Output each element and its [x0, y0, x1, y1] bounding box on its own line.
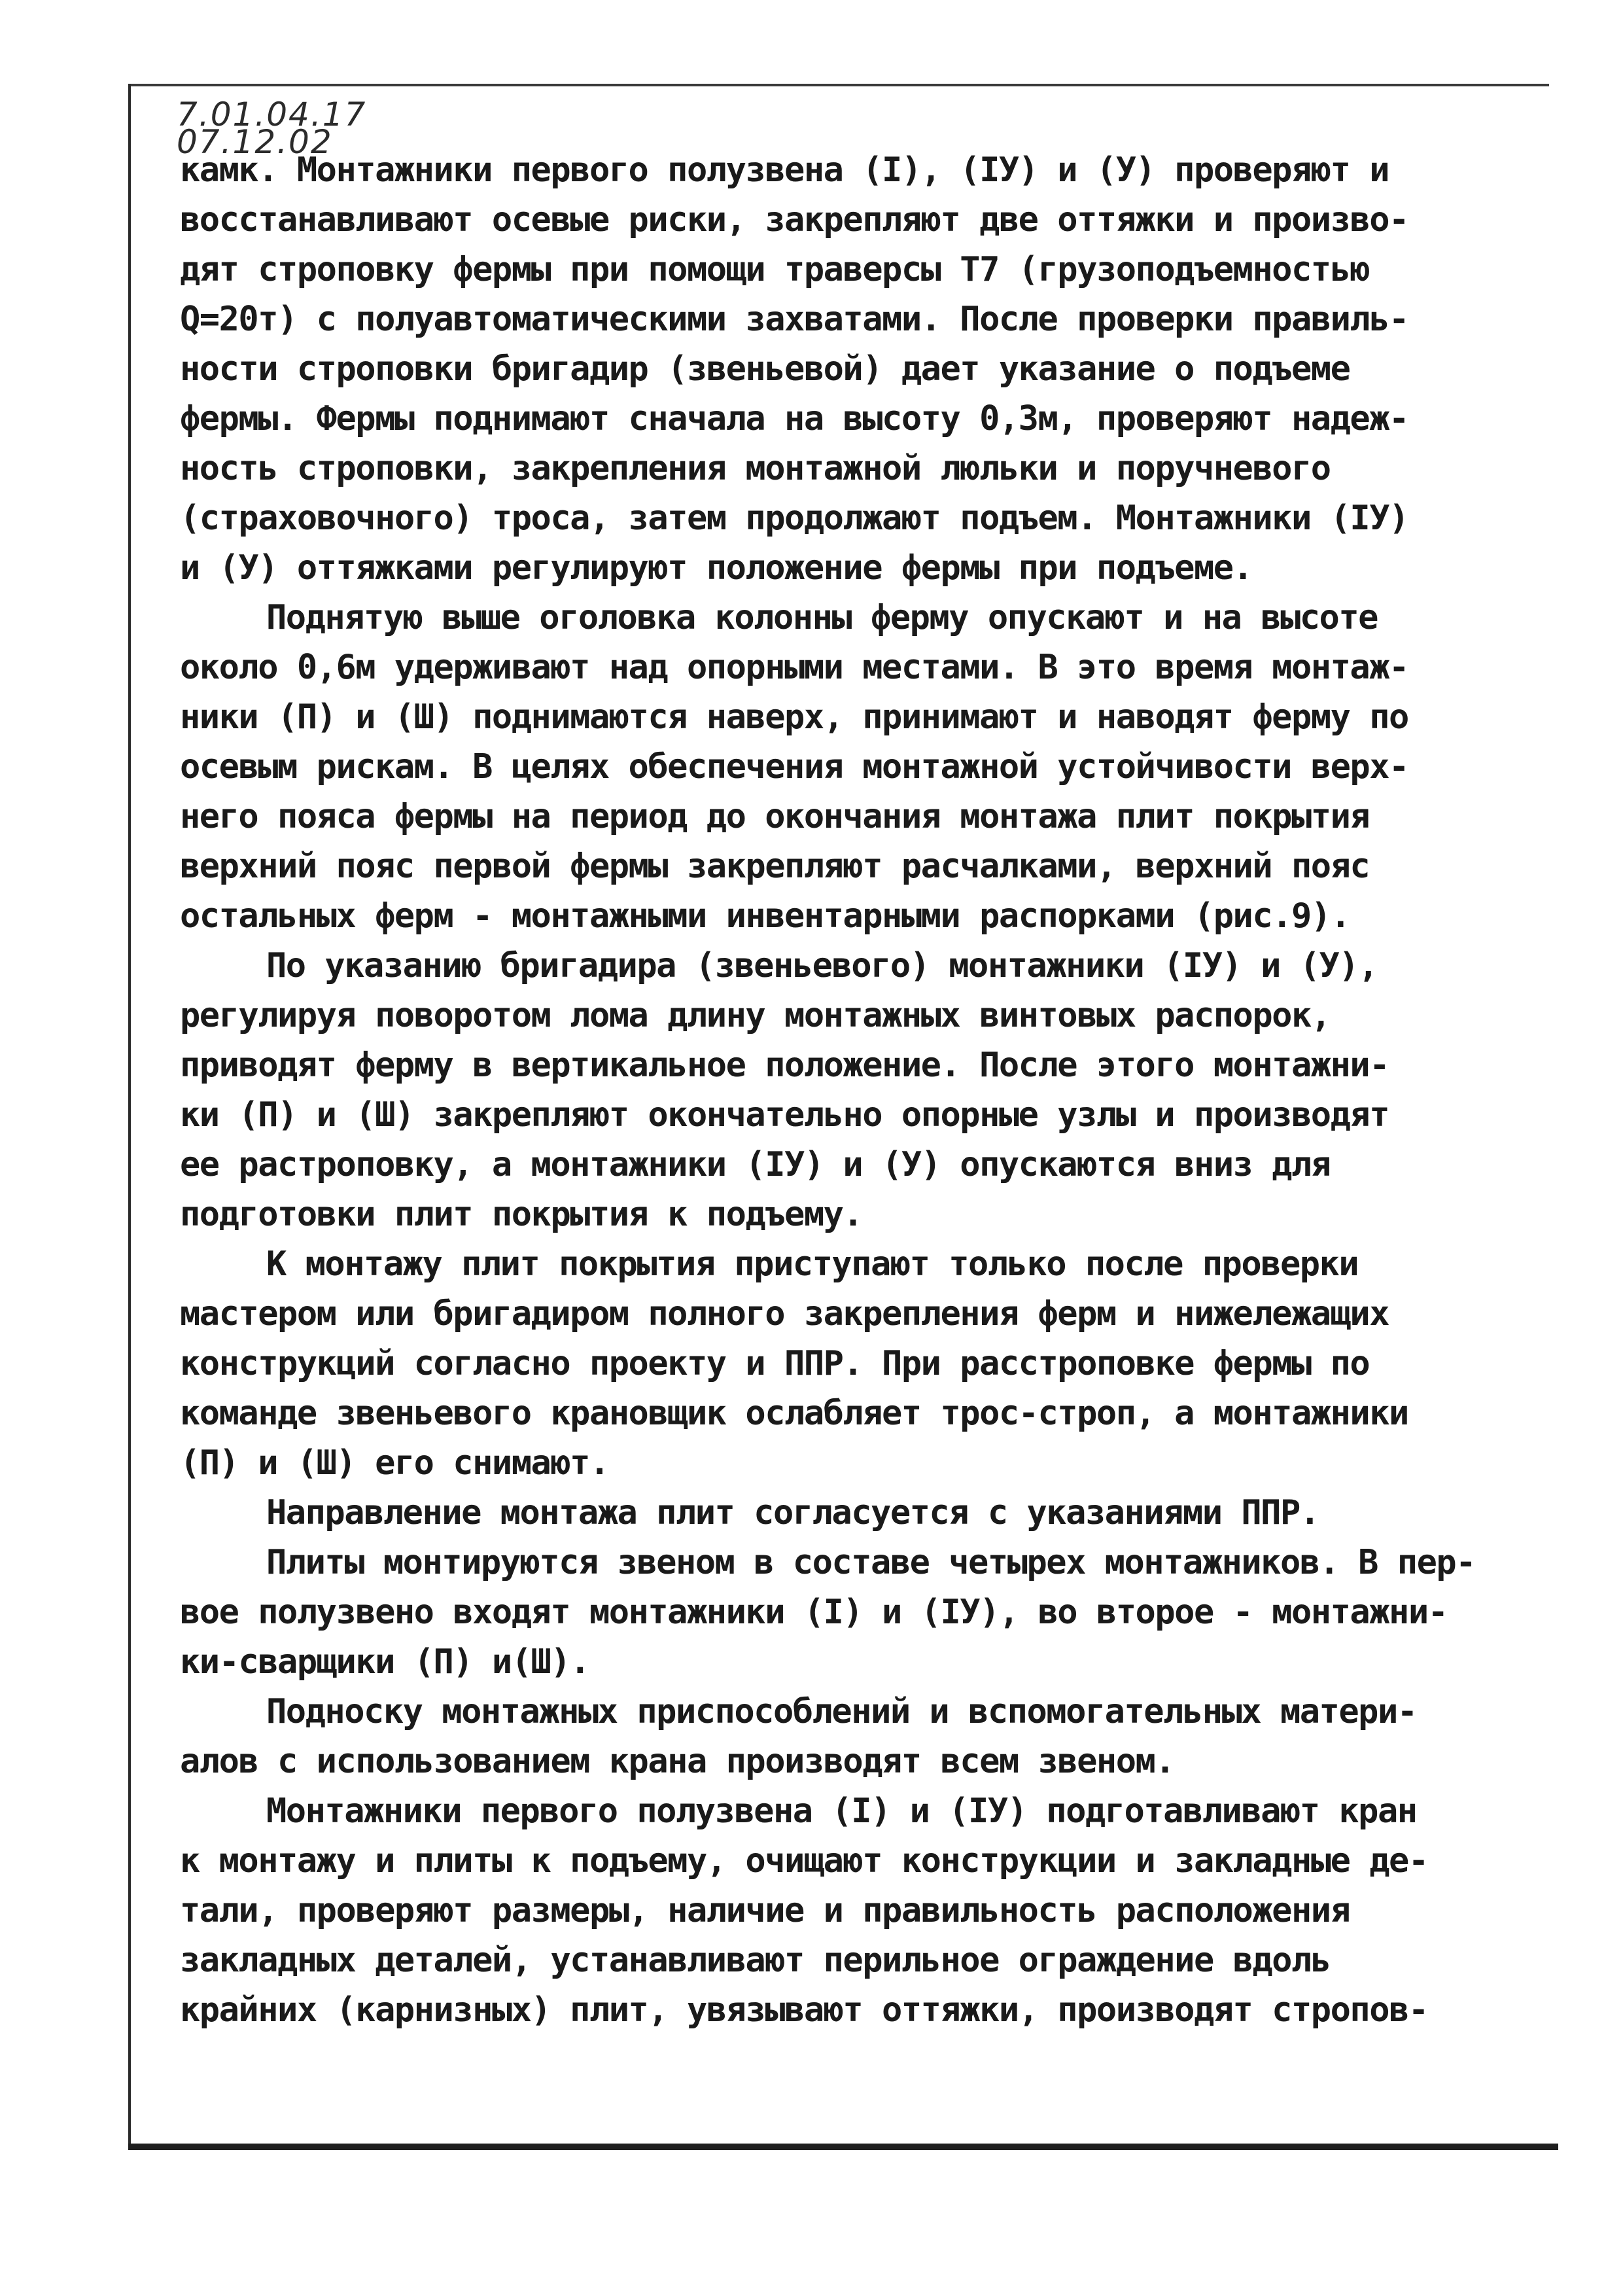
- text-line: По указанию бригадира (звеньевого) монтажники (IУ) и (У),: [266, 946, 1378, 985]
- text-line: Монтажники первого полузвена (I) и (IУ) подготавливают кран: [266, 1792, 1417, 1831]
- handwritten-document-code: 7.01.04.17: [177, 96, 367, 133]
- paragraph: [180, 145, 1554, 593]
- text-line: ности строповки бригадир (звеньевой) дает указание о подъеме: [180, 349, 1350, 389]
- text-line: Плиты монтируются звеном в составе четырех монтажников. В пер-: [266, 1543, 1476, 1582]
- text-line: подготовки плит покрытия к подъему.: [180, 1195, 863, 1234]
- text-line: около 0,6м удерживают над опорными местами. В это время монтаж-: [180, 648, 1408, 687]
- text-line: мастером или бригадиром полного закрепления ферм и нижележащих: [180, 1294, 1389, 1333]
- text-line: и (У) оттяжками регулируют положение фермы при подъеме.: [180, 548, 1253, 588]
- text-line: остальных ферм - монтажными инвентарными распорками (рис.9).: [180, 896, 1350, 936]
- text-line: ность строповки, закрепления монтажной люльки и поручневого: [180, 449, 1331, 488]
- text-line: фермы. Фермы поднимают сначала на высоту 0,3м, проверяют надеж-: [180, 399, 1408, 438]
- page-frame-top-border: [130, 84, 1549, 86]
- text-line: К монтажу плит покрытия приступают только после проверки: [266, 1245, 1359, 1284]
- body-text: [180, 145, 1554, 2035]
- handwritten-date: 07.12.02: [177, 123, 333, 161]
- text-line: ники (П) и (Ш) поднимаются наверх, принимают и наводят ферму по: [180, 698, 1408, 737]
- text-line: алов с использованием крана производят всем звеном.: [180, 1742, 1175, 1781]
- text-line: тали, проверяют размеры, наличие и правильность расположения: [180, 1891, 1350, 1930]
- text-line: камк. Монтажники первого полузвена (I), (IУ) и (У) проверяют и: [180, 150, 1389, 190]
- text-line: ки-сварщики (П) и(Ш).: [180, 1642, 589, 1682]
- text-line: вое полузвено входят монтажники (I) и (IУ), во второе - монтажни-: [180, 1593, 1448, 1632]
- text-line: закладных деталей, устанавливают перильное ограждение вдоль: [180, 1941, 1331, 1980]
- text-line: команде звеньевого крановщик ослабляет трос-строп, а монтажники: [180, 1394, 1408, 1433]
- page-frame-bottom-border: [128, 2144, 1558, 2150]
- text-line: конструкций согласно проекту и ППР. При расстроповке фермы по: [180, 1344, 1370, 1383]
- text-line: регулируя поворотом лома длину монтажных винтовых распорок,: [180, 996, 1331, 1035]
- text-line: восстанавливают осевые риски, закрепляют две оттяжки и произво-: [180, 200, 1408, 239]
- paragraph: [180, 941, 1554, 1239]
- text-line: Направление монтажа плит согласуется с указаниями ППР.: [266, 1493, 1319, 1532]
- page-frame-left-border: [128, 84, 131, 2145]
- paragraph: [180, 1239, 1554, 1488]
- text-line: Q=20т) с полуавтоматическими захватами. После проверки правиль-: [180, 300, 1408, 339]
- text-line: осевым рискам. В целях обеспечения монтажной устойчивости верх-: [180, 747, 1408, 786]
- paragraph: [180, 1538, 1554, 1687]
- text-line: ее растроповку, а монтажники (IУ) и (У) опускаются вниз для: [180, 1145, 1331, 1184]
- paragraph: [180, 1687, 1554, 1786]
- text-line: к монтажу и плиты к подъему, очищают конструкции и закладные де-: [180, 1841, 1428, 1881]
- text-line: (П) и (Ш) его снимают.: [180, 1443, 609, 1483]
- text-line: ки (П) и (Ш) закрепляют окончательно опорные узлы и производят: [180, 1095, 1389, 1135]
- text-line: него пояса фермы на период до окончания монтажа плит покрытия: [180, 797, 1370, 836]
- paragraph: [180, 593, 1554, 941]
- paragraph: [180, 1488, 1554, 1538]
- text-line: Подноску монтажных приспособлений и вспомогательных матери-: [266, 1692, 1417, 1731]
- text-line: верхний пояс первой фермы закрепляют расчалками, верхний пояс: [180, 847, 1370, 886]
- text-line: крайних (карнизных) плит, увязывают оттяжки, производят стропов-: [180, 1990, 1428, 2030]
- text-line: приводят ферму в вертикальное положение. После этого монтажни-: [180, 1046, 1389, 1085]
- text-line: Поднятую выше оголовка колонны ферму опускают и на высоте: [266, 598, 1378, 637]
- paragraph: [180, 1786, 1554, 2035]
- text-line: (страховочного) троса, затем продолжают подъем. Монтажники (IУ): [180, 499, 1408, 538]
- text-line: дят строповку фермы при помощи траверсы Т7 (грузоподъемностью: [180, 250, 1370, 289]
